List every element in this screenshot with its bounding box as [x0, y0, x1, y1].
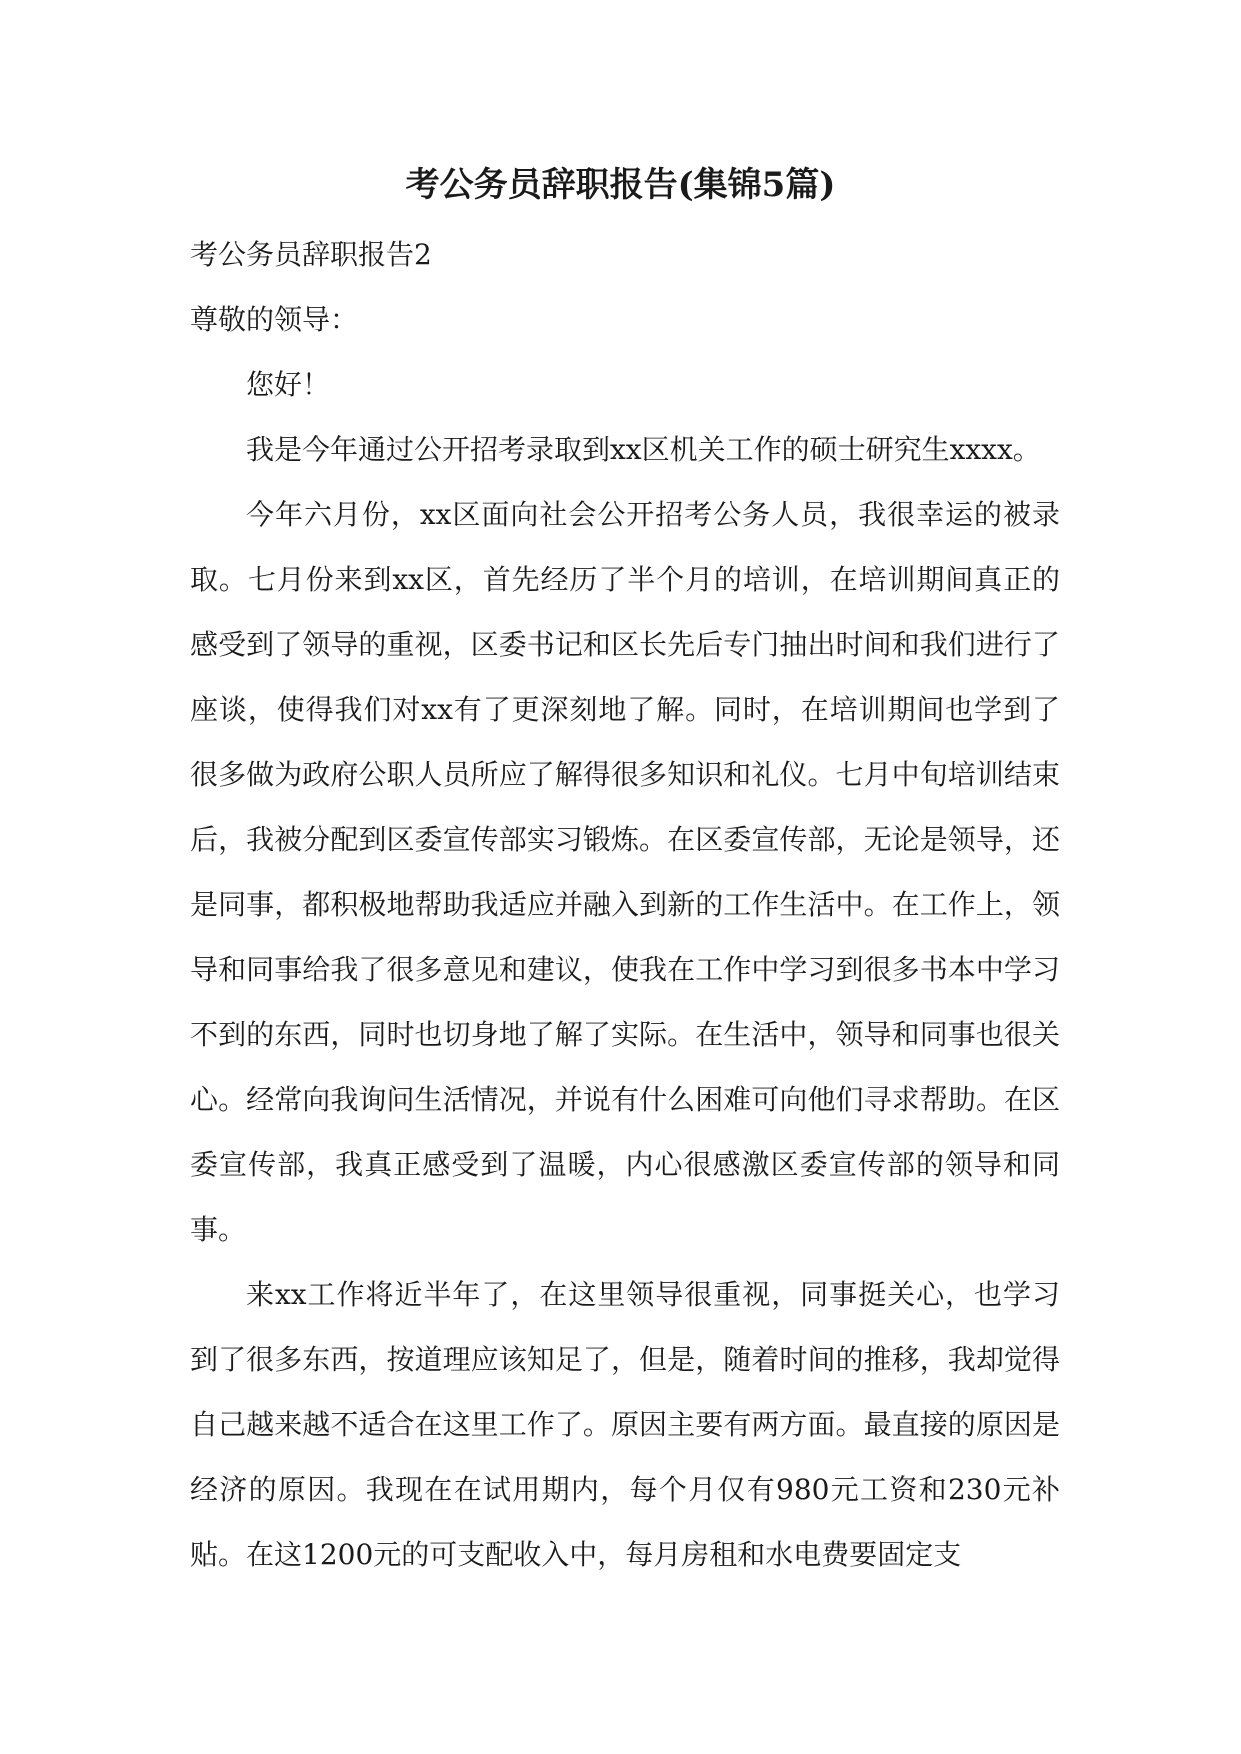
- document-body: [190, 222, 1060, 1587]
- paragraph: 来xx工作将近半年了，在这里领导很重视，同事挺关心，也学习到了很多东西，按道理应该知足了，但是，随着时间的推移，我却觉得自己越来越不适合在这里工作了。原因主要有两方面。最直接的原因是经济的原因。我现在在试用期内，每个月仅有980元工资和230元补贴。在这1200元的可支配收入中，每月房租和水电费要固定支: [190, 1278, 1060, 1571]
- section-heading: 考公务员辞职报告2: [190, 238, 432, 271]
- paragraph: 我是今年通过公开招考录取到xx区机关工作的硕士研究生xxxx。: [246, 433, 1041, 466]
- greeting: 您好！: [246, 368, 331, 401]
- document-title: 考公务员辞职报告(集锦5篇): [405, 165, 836, 205]
- paragraph: 今年六月份，xx区面向社会公开招考公务人员，我很幸运的被录取。七月份来到xx区，首先经历了半个月的培训，在培训期间真正的感受到了领导的重视，区委书记和区长先后专门抽出时间和我们进行了座谈，使得我们对xx有了更深刻地了解。同时，在培训期间也学到了很多做为政府公职人员所应了解得很多知识和礼仪。七月中旬培训结束后，我被分配到区委宣传部实习锻炼。在区委宣传部，无论是领导，还是同事，都积极地帮助我适应并融入到新的工作生活中。在工作上，领导和同事给我了很多意见和建议，使我在工作中学习到很多书本中学习不到的东西，同时也切身地了解了实际。在生活中，领导和同事也很关心。经常向我询问生活情况，并说有什么困难可向他们寻求帮助。在区委宣传部，我真正感受到了温暖，内心很感激区委宣传部的领导和同事。: [190, 498, 1060, 1246]
- salutation: 尊敬的领导：: [190, 303, 359, 336]
